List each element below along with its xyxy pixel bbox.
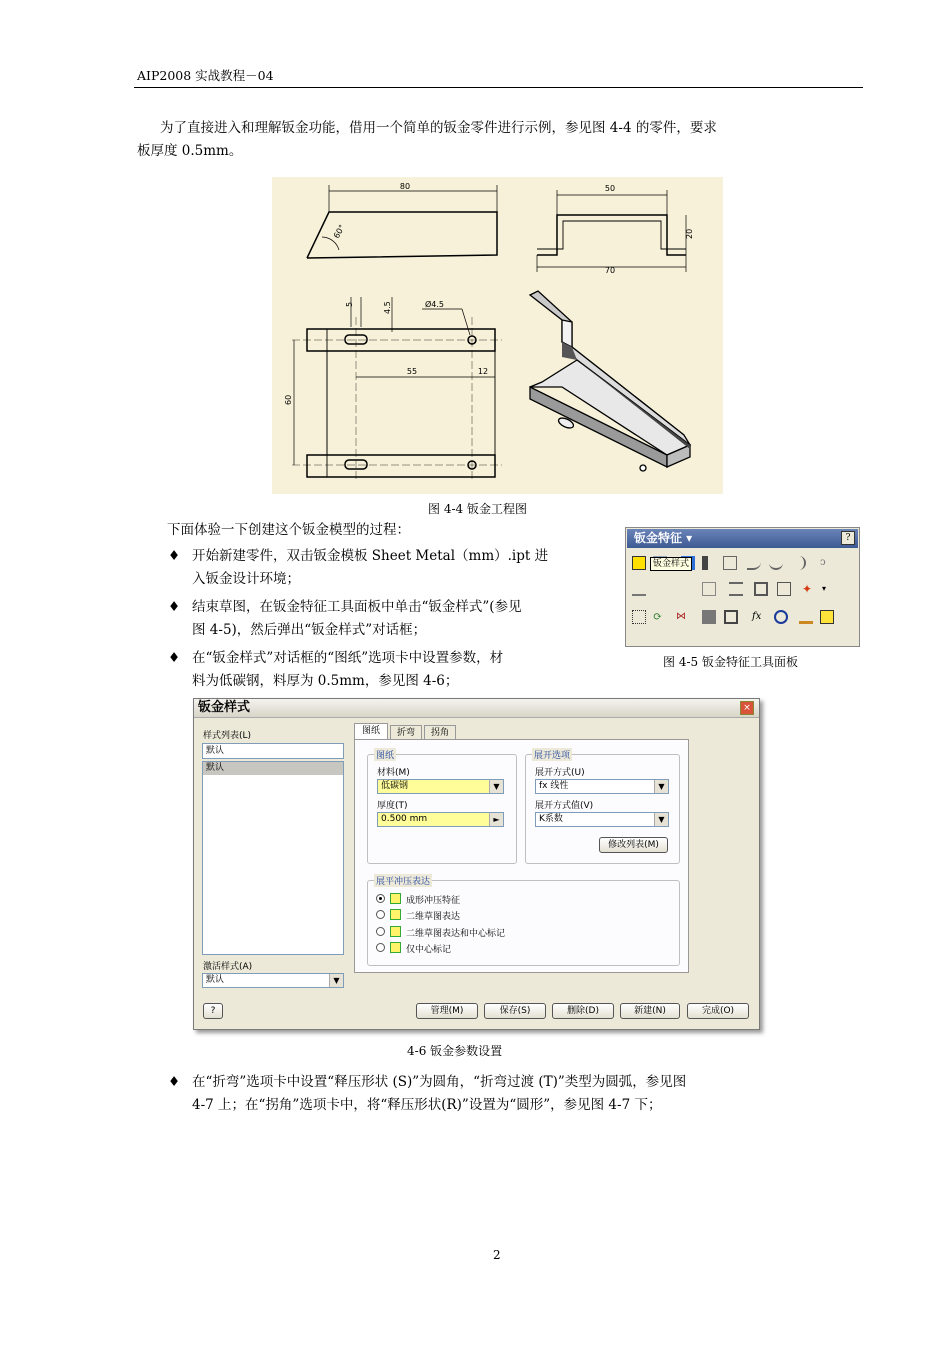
unfold-value-label: 展开方式值(V) [535,801,594,811]
tab-panel [354,739,689,973]
pattern-icon[interactable] [632,610,646,624]
unfold-group [525,751,680,864]
insert-icon[interactable] [799,610,813,624]
done-button[interactable]: 完成(O) [687,1003,749,1019]
intro-line-2: 板厚度 0.5mm。 [137,143,243,159]
bullet-4-line-2: 4-7 上；在“拐角”选项卡中，将“释压形状(R)”设置为“圆形”，参见图 4-7 下； [192,1097,662,1113]
bullet-dot: ♦ [168,548,181,564]
radio-label-3: 二维草图表达和中心标记 [406,929,506,939]
active-style-select[interactable] [202,973,344,988]
chevron-down-icon[interactable]: ▼ [654,813,668,826]
bullet-1 [168,545,549,591]
running-header: AIP2008 实战教程－04 [137,68,274,83]
bullet-2 [168,596,522,642]
bullet-2-line-1: 结束草图，在钣金特征工具面板中单击“钣金样式”(参见 [192,599,522,615]
radio-2d-sketch-center[interactable] [376,927,385,936]
manage-button[interactable]: 管理(M) [416,1003,478,1019]
material-value: 低碳钢 [381,781,409,791]
rip-icon[interactable] [777,582,791,596]
style-list[interactable] [202,761,344,955]
unfold-method-select[interactable] [535,779,669,794]
bullet-3 [168,647,504,693]
dim-60: 60 [284,394,293,405]
unfold-value-select[interactable] [535,812,669,827]
work-point-icon[interactable]: ✦ [802,582,813,596]
bullet-3-line-1: 在“钣金样式”对话框的“图纸”选项卡中设置参数，材 [192,650,504,666]
figure-4-5-caption: 图 4-5 钣金特征工具面板 [663,655,798,669]
chevron-down-icon[interactable]: ▼ [654,780,668,793]
bend-icon[interactable] [792,556,806,570]
sheet-metal-drawing [272,177,723,494]
derived-component-icon[interactable] [702,610,716,624]
sheet-metal-style-icon[interactable] [632,556,646,570]
cut-icon[interactable] [702,556,716,570]
tab-bend[interactable]: 折弯 [390,725,422,740]
radio-center-mark[interactable] [376,943,385,952]
save-button[interactable]: 保存(S) [484,1003,546,1019]
flange-icon[interactable] [723,556,737,570]
dim-55: 55 [406,367,418,376]
chevron-down-icon[interactable]: ▼ [489,780,503,793]
dim-50: 50 [604,184,616,193]
bullet-dot: ♦ [168,1074,181,1090]
help-icon[interactable]: ? [841,531,855,545]
style-name-field[interactable]: 默认 [202,743,344,759]
sketch-icon [390,909,401,920]
sheet-metal-style-dialog [193,698,760,1030]
help-topic-icon[interactable] [820,610,834,624]
help-button[interactable]: ? [203,1003,223,1019]
bullet-dot: ♦ [168,650,181,666]
center-mark-icon [390,942,401,953]
sheet-metal-feature-panel [625,527,860,647]
sketch-center-icon [390,926,401,937]
material-label: 材料(M) [377,768,410,778]
sheet-group [367,751,517,864]
dim-5: 5 [345,301,354,307]
bullet-1-line-1: 开始新建零件，双击钣金模板 Sheet Metal（mm）.ipt 进 [192,548,549,564]
new-button[interactable]: 新建(N) [620,1003,680,1019]
corner-round-icon[interactable] [702,582,716,596]
lead-text: 下面体验一下创建这个钣金模型的过程： [167,522,410,538]
ilogic-icon[interactable] [774,610,788,624]
unfold-method-value: fx 线性 [539,781,569,791]
unfold-group-label: 展开选项 [532,748,572,761]
flat-pattern-group [367,877,680,966]
formed-punch-icon [390,893,401,904]
delete-button[interactable]: 删除(D) [552,1003,614,1019]
chevron-right-icon[interactable]: ► [489,813,503,826]
bullet-dot: ♦ [168,599,181,615]
unfold-value-value: K系数 [539,814,563,824]
unfold-method-label: 展开方式(U) [535,768,585,778]
style-list-item[interactable]: 默认 [203,762,343,775]
circular-pattern-icon[interactable]: ⟳ [653,610,663,623]
radio-2d-sketch[interactable] [376,910,385,919]
sheet-metal-style-tooltip: 钣金样式 [650,557,692,571]
radio-label-1: 成形冲压特征 [406,896,461,906]
mirror-icon[interactable]: ⋈ [676,611,686,622]
dim-20: 20 [685,228,694,239]
header-rule [134,87,863,88]
tab-sheet[interactable]: 图纸 [354,723,388,740]
edit-list-button[interactable]: 修改列表(M) [599,837,668,853]
hem-icon[interactable] [769,556,783,570]
bullet-4-line-1: 在“折弯”选项卡中设置“释压形状 (S)”为圆角，“折弯过渡 (T)”类型为圆弧，参见图 [192,1074,687,1090]
bullet-3-line-2: 料为低碳钢，料厚为 0.5mm，参见图 4-6； [192,673,459,689]
style-list-label: 样式列表(L) [203,731,252,741]
thickness-value: 0.500 mm [381,814,428,824]
bullet-1-line-2: 入钣金设计环境； [192,571,300,587]
radio-label-2: 二维草图表达 [406,912,461,922]
corner-seam-icon[interactable] [632,582,646,596]
page-number: 2 [493,1248,501,1262]
thickness-label: 厚度(T) [377,801,408,811]
fold-icon[interactable] [747,556,761,570]
radio-label-4: 仅中心标记 [406,945,452,955]
active-style-value: 默认 [206,975,225,985]
dialog-title: 钣金样式 [194,699,759,718]
flat-pattern-icon[interactable] [754,582,768,596]
figure-4-6-caption: 4-6 钣金参数设置 [407,1044,503,1058]
sheet-group-label: 图纸 [374,748,396,761]
intro-line-1: 为了直接进入和理解钣金功能，借用一个简单的钣金零件进行示例，参见图 4-4 的零件，要求 [160,120,717,136]
unfold-icon[interactable]: ↄ [820,557,826,568]
dim-4-5: 4.5 [383,301,392,314]
flat-pattern-group-label: 展平冲压表达 [374,874,432,887]
thickness-field[interactable] [377,812,504,827]
figure-4-4-caption: 图 4-4 钣金工程图 [428,502,527,516]
chevron-down-icon[interactable]: ▼ [329,974,343,987]
parameters-fx-icon[interactable]: fx [752,611,762,622]
chevron-down-icon[interactable]: ▾ [822,584,827,593]
dim-dia-4-5: Ø4.5 [425,300,445,309]
dim-12: 12 [477,367,489,376]
tab-corner[interactable]: 拐角 [424,725,456,740]
panel-title[interactable]: 钣金特征 ▾ [627,529,858,548]
bullet-2-line-2: 图 4-5)，然后弹出“钣金样式”对话框； [192,622,427,638]
material-select[interactable] [377,779,504,794]
radio-formed-punch[interactable] [376,894,385,903]
punch-tool-icon[interactable] [729,582,743,596]
close-icon[interactable]: × [740,701,754,715]
dim-80: 80 [399,182,411,191]
dim-60deg: 60° [331,223,347,240]
bullet-4 [168,1071,687,1117]
active-style-label: 激活样式(A) [203,962,253,972]
dim-70: 70 [604,266,616,275]
parameter-icon[interactable] [724,610,738,624]
